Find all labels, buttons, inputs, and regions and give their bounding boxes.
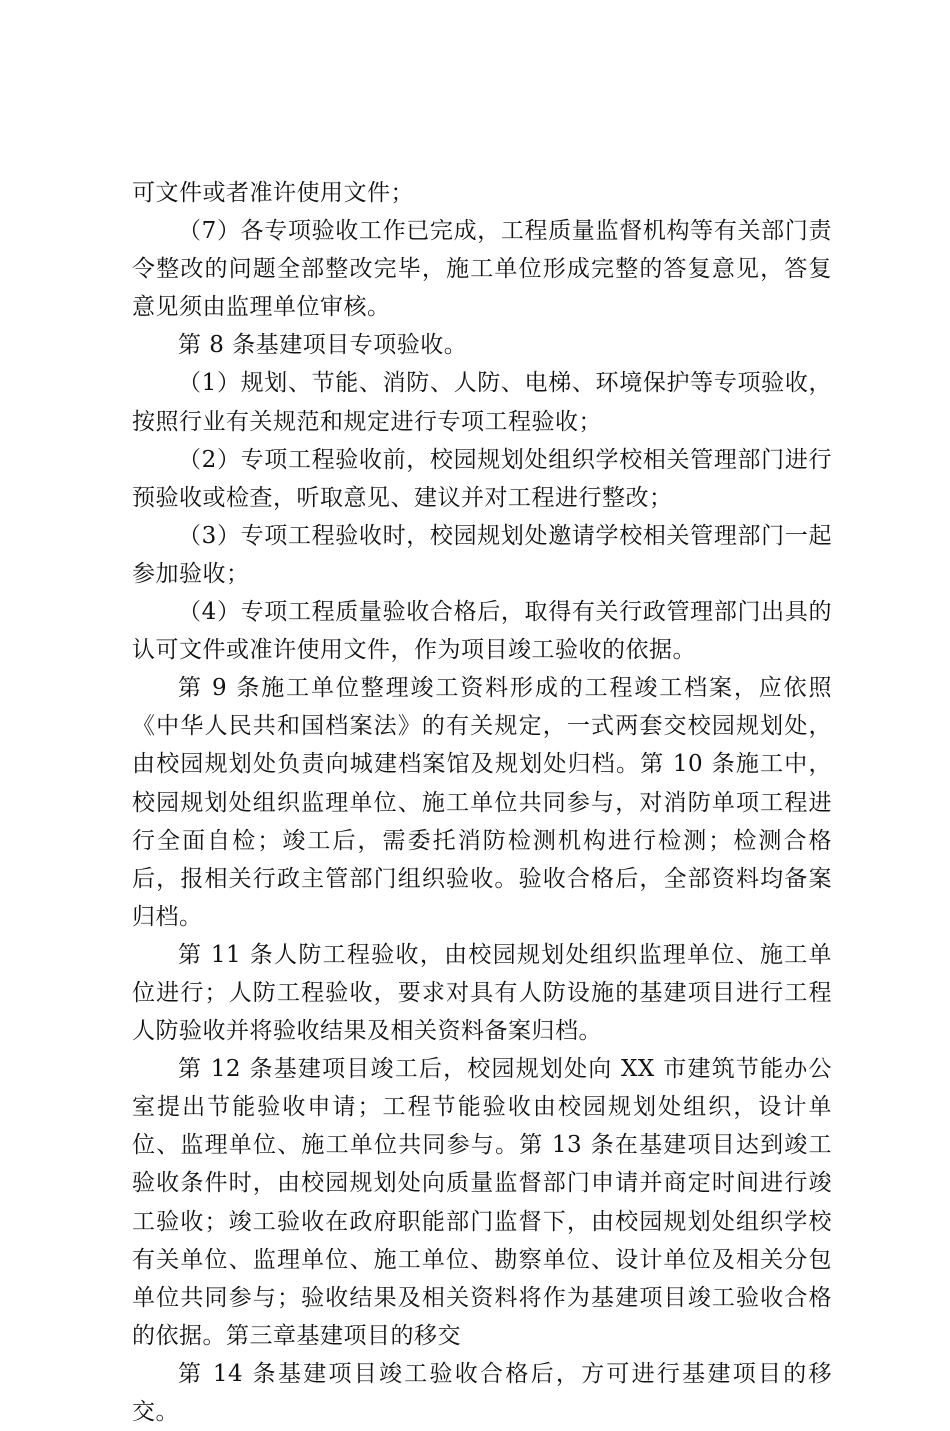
paragraph-item-4: （4）专项工程质量验收合格后，取得有关行政管理部门出具的认可文件或准许使用文件，作为项目竣工验收的依据。 (132, 599, 832, 664)
document-body (132, 174, 832, 1431)
paragraph-article-9-10: 第 9 条施工单位整理竣工资料形成的工程竣工档案，应依照《中华人民共和国档案法》的有关规定，一式两套交校园规划处，由校园规划处负责向城建档案馆及规划处归档。第 10 条施工中，校园规划处组织监理单位、施工单位共同参与，对消防单项工程进行全面自检；竣工后，需委托消防检测机构进行检测；检测合格后，报相关行政主管部门组织验收。验收合格后，全部资料均备案归档。 (132, 675, 832, 930)
paragraph-article-14: 第 14 条基建项目竣工验收合格后，方可进行基建项目的移交。 (132, 1360, 832, 1425)
paragraph-article-8: 第 8 条基建项目专项验收。 (178, 332, 468, 359)
paragraph-item-3: （3）专项工程验收时，校园规划处邀请学校相关管理部门一起参加验收； (132, 522, 832, 587)
paragraph-article-12-13: 第 12 条基建项目竣工后，校园规划处向 XX 市建筑节能办公室提出节能验收申请；工程节能验收由校园规划处组织，设计单位、监理单位、施工单位共同参与。第 13 条在基建项目达到竣工验收条件时，由校园规划处向质量监督部门申请并商定时间进行竣工验收；竣工验收在政府职能部门监督下，由校园规划处组织学校有关单位、监理单位、施工单位、勘察单位、设计单位及相关分包单位共同参与；验收结果及相关资料将作为基建项目竣工验收合格的依据。第三章基建项目的移交 (132, 1056, 832, 1349)
paragraph-item-7: （7）各专项验收工作已完成，工程质量监督机构等有关部门责令整改的问题全部整改完毕，施工单位形成完整的答复意见，答复意见须由监理单位审核。 (132, 218, 832, 321)
paragraph-article-11: 第 11 条人防工程验收，由校园规划处组织监理单位、施工单位进行；人防工程验收，要求对具有人防设施的基建项目进行工程人防验收并将验收结果及相关资料备案归档。 (132, 941, 832, 1045)
paragraph-item-2: （2）专项工程验收前，校园规划处组织学校相关管理部门进行预验收或检查，听取意见、建议并对工程进行整改； (132, 446, 832, 511)
paragraph-item-1: （1）规划、节能、消防、人防、电梯、环境保护等专项验收，按照行业有关规范和规定进行专项工程验收； (132, 370, 832, 435)
paragraph-continuation: 可文件或者准许使用文件； (132, 180, 414, 206)
